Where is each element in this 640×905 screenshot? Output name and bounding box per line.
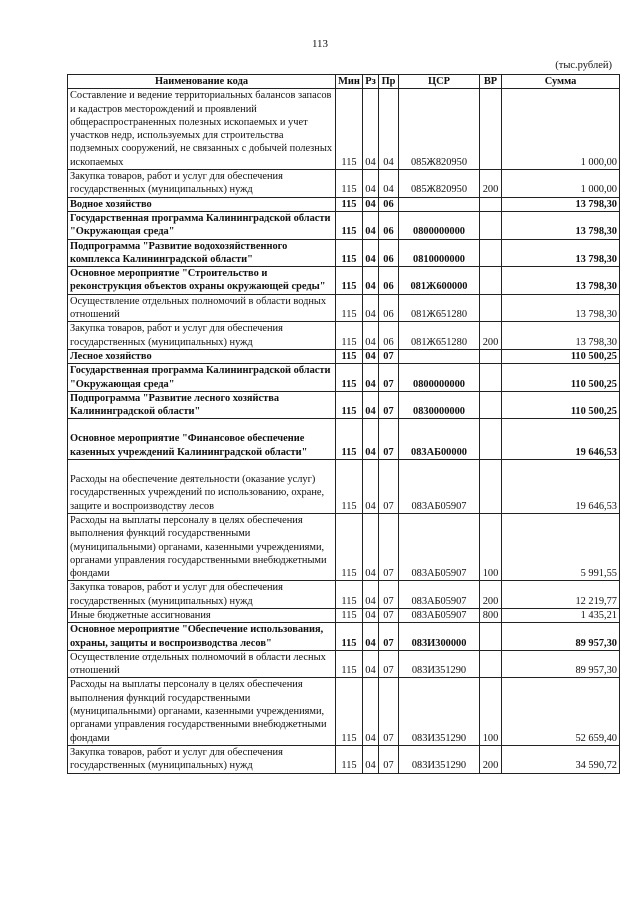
cell-min: 115 bbox=[336, 608, 363, 622]
cell-rz: 04 bbox=[363, 294, 379, 322]
cell-rz: 04 bbox=[363, 460, 379, 514]
cell-name: Закупка товаров, работ и услуг для обеспечения государственных (муниципальных) нужд bbox=[68, 745, 336, 773]
cell-rz: 04 bbox=[363, 419, 379, 460]
cell-name: Подпрограмма "Развитие лесного хозяйства Калининградской области" bbox=[68, 391, 336, 419]
cell-vr: 200 bbox=[480, 745, 502, 773]
table-row bbox=[68, 197, 620, 211]
cell-rz: 04 bbox=[363, 391, 379, 419]
cell-sum: 13 798,30 bbox=[502, 211, 620, 239]
cell-min: 115 bbox=[336, 89, 363, 170]
cell-vr bbox=[480, 419, 502, 460]
cell-sum: 13 798,30 bbox=[502, 294, 620, 322]
cell-min: 115 bbox=[336, 211, 363, 239]
cell-name: Основное мероприятие "Финансовое обеспечение казенных учреждений Калининградской области" bbox=[68, 419, 336, 460]
cell-min: 115 bbox=[336, 197, 363, 211]
cell-name: Составление и ведение территориальных балансов запасов и кадастров месторождений и проявлений общераспространенных полезных ископаемых и учет участков недр, используемых для строительства подземных сооружений, не связанных с добычей полезных ископаемых bbox=[68, 89, 336, 170]
cell-sum: 52 659,40 bbox=[502, 678, 620, 745]
cell-name: Водное хозяйство bbox=[68, 197, 336, 211]
cell-rz: 04 bbox=[363, 513, 379, 580]
cell-csr: 081Ж600000 bbox=[399, 267, 480, 295]
cell-min: 115 bbox=[336, 419, 363, 460]
cell-rz: 04 bbox=[363, 364, 379, 392]
header-pr: Пр bbox=[379, 75, 399, 89]
cell-csr: 0800000000 bbox=[399, 364, 480, 392]
table-row bbox=[68, 581, 620, 609]
cell-sum: 13 798,30 bbox=[502, 197, 620, 211]
cell-pr: 07 bbox=[379, 581, 399, 609]
cell-vr: 100 bbox=[480, 678, 502, 745]
table-row bbox=[68, 294, 620, 322]
cell-vr bbox=[480, 294, 502, 322]
cell-vr bbox=[480, 211, 502, 239]
cell-rz: 04 bbox=[363, 170, 379, 198]
cell-csr bbox=[399, 349, 480, 363]
cell-name: Подпрограмма "Развитие водохозяйственного комплекса Калининградской области" bbox=[68, 239, 336, 267]
cell-sum: 1 000,00 bbox=[502, 170, 620, 198]
table-row bbox=[68, 608, 620, 622]
cell-vr bbox=[480, 89, 502, 170]
cell-min: 115 bbox=[336, 239, 363, 267]
cell-pr: 07 bbox=[379, 608, 399, 622]
cell-name: Осуществление отдельных полномочий в области водных отношений bbox=[68, 294, 336, 322]
cell-sum: 110 500,25 bbox=[502, 349, 620, 363]
cell-rz: 04 bbox=[363, 239, 379, 267]
cell-rz: 04 bbox=[363, 745, 379, 773]
cell-pr: 07 bbox=[379, 745, 399, 773]
cell-min: 115 bbox=[336, 322, 363, 350]
cell-csr: 0830000000 bbox=[399, 391, 480, 419]
cell-vr: 200 bbox=[480, 170, 502, 198]
cell-min: 115 bbox=[336, 513, 363, 580]
cell-csr: 083И300000 bbox=[399, 623, 480, 651]
cell-sum: 13 798,30 bbox=[502, 267, 620, 295]
cell-sum: 12 219,77 bbox=[502, 581, 620, 609]
cell-min: 115 bbox=[336, 267, 363, 295]
cell-csr: 081Ж651280 bbox=[399, 322, 480, 350]
cell-min: 115 bbox=[336, 170, 363, 198]
table-row bbox=[68, 745, 620, 773]
cell-min: 115 bbox=[336, 349, 363, 363]
cell-min: 115 bbox=[336, 391, 363, 419]
table-row bbox=[68, 170, 620, 198]
cell-min: 115 bbox=[336, 581, 363, 609]
table-row bbox=[68, 419, 620, 460]
cell-csr: 083АБ05907 bbox=[399, 581, 480, 609]
units-label: (тыс.рублей) bbox=[555, 60, 612, 71]
cell-pr: 07 bbox=[379, 364, 399, 392]
cell-sum: 13 798,30 bbox=[502, 239, 620, 267]
cell-name: Расходы на обеспечение деятельности (оказание услуг) государственных учреждений по использованию, охране, защите и воспроизводству лесов bbox=[68, 460, 336, 514]
cell-csr: 085Ж820950 bbox=[399, 170, 480, 198]
cell-vr bbox=[480, 460, 502, 514]
cell-vr bbox=[480, 267, 502, 295]
cell-pr: 06 bbox=[379, 294, 399, 322]
page-number: 113 bbox=[311, 38, 329, 50]
table-row bbox=[68, 267, 620, 295]
table-row bbox=[68, 211, 620, 239]
cell-rz: 04 bbox=[363, 89, 379, 170]
cell-vr bbox=[480, 239, 502, 267]
cell-pr: 06 bbox=[379, 267, 399, 295]
table-row bbox=[68, 89, 620, 170]
cell-name: Основное мероприятие "Обеспечение использования, охраны, защиты и воспроизводства лесов" bbox=[68, 623, 336, 651]
header-vr: ВР bbox=[480, 75, 502, 89]
table-body bbox=[68, 89, 620, 773]
table-row bbox=[68, 391, 620, 419]
cell-csr: 0800000000 bbox=[399, 211, 480, 239]
cell-rz: 04 bbox=[363, 581, 379, 609]
cell-name: Лесное хозяйство bbox=[68, 349, 336, 363]
cell-vr: 200 bbox=[480, 322, 502, 350]
table-row bbox=[68, 364, 620, 392]
cell-pr: 07 bbox=[379, 678, 399, 745]
header-rz: Рз bbox=[363, 75, 379, 89]
cell-vr bbox=[480, 623, 502, 651]
header-min: Мин bbox=[336, 75, 363, 89]
cell-vr: 200 bbox=[480, 581, 502, 609]
table-header bbox=[68, 75, 620, 89]
cell-sum: 13 798,30 bbox=[502, 322, 620, 350]
cell-name: Государственная программа Калининградской области "Окружающая среда" bbox=[68, 211, 336, 239]
cell-csr: 083АБ05907 bbox=[399, 513, 480, 580]
cell-csr: 081Ж651280 bbox=[399, 294, 480, 322]
header-csr: ЦСР bbox=[399, 75, 480, 89]
cell-pr: 04 bbox=[379, 170, 399, 198]
cell-min: 115 bbox=[336, 364, 363, 392]
cell-pr: 06 bbox=[379, 211, 399, 239]
table-row bbox=[68, 322, 620, 350]
cell-min: 115 bbox=[336, 460, 363, 514]
cell-rz: 04 bbox=[363, 623, 379, 651]
table-row bbox=[68, 513, 620, 580]
cell-vr bbox=[480, 391, 502, 419]
cell-pr: 07 bbox=[379, 349, 399, 363]
cell-name: Расходы на выплаты персоналу в целях обеспечения выполнения функций государственными (муниципальными) органами, казенными учреждениями, органами управления государственными внебюджетными фондами bbox=[68, 513, 336, 580]
cell-sum: 1 000,00 bbox=[502, 89, 620, 170]
table-row bbox=[68, 239, 620, 267]
cell-pr: 07 bbox=[379, 513, 399, 580]
cell-rz: 04 bbox=[363, 650, 379, 678]
cell-name: Закупка товаров, работ и услуг для обеспечения государственных (муниципальных) нужд bbox=[68, 581, 336, 609]
table-row bbox=[68, 349, 620, 363]
cell-pr: 06 bbox=[379, 197, 399, 211]
cell-name: Иные бюджетные ассигнования bbox=[68, 608, 336, 622]
cell-pr: 07 bbox=[379, 460, 399, 514]
cell-sum: 89 957,30 bbox=[502, 623, 620, 651]
cell-pr: 07 bbox=[379, 623, 399, 651]
cell-min: 115 bbox=[336, 294, 363, 322]
cell-rz: 04 bbox=[363, 197, 379, 211]
cell-vr: 800 bbox=[480, 608, 502, 622]
cell-pr: 06 bbox=[379, 322, 399, 350]
cell-min: 115 bbox=[336, 678, 363, 745]
cell-csr: 083АБ00000 bbox=[399, 419, 480, 460]
cell-sum: 19 646,53 bbox=[502, 419, 620, 460]
cell-vr: 100 bbox=[480, 513, 502, 580]
cell-min: 115 bbox=[336, 650, 363, 678]
cell-name: Закупка товаров, работ и услуг для обеспечения государственных (муниципальных) нужд bbox=[68, 170, 336, 198]
cell-pr: 07 bbox=[379, 391, 399, 419]
cell-rz: 04 bbox=[363, 349, 379, 363]
cell-min: 115 bbox=[336, 745, 363, 773]
cell-sum: 19 646,53 bbox=[502, 460, 620, 514]
table-row bbox=[68, 678, 620, 745]
cell-vr bbox=[480, 650, 502, 678]
cell-pr: 06 bbox=[379, 239, 399, 267]
cell-sum: 1 435,21 bbox=[502, 608, 620, 622]
cell-rz: 04 bbox=[363, 322, 379, 350]
cell-csr: 083И351290 bbox=[399, 678, 480, 745]
cell-pr: 07 bbox=[379, 650, 399, 678]
cell-name: Расходы на выплаты персоналу в целях обеспечения выполнения функций государственными (муниципальными) органами, казенными учреждениями, органами управления государственными внебюджетными фондами bbox=[68, 678, 336, 745]
cell-rz: 04 bbox=[363, 678, 379, 745]
cell-pr: 04 bbox=[379, 89, 399, 170]
cell-csr: 083И351290 bbox=[399, 745, 480, 773]
cell-sum: 89 957,30 bbox=[502, 650, 620, 678]
cell-csr: 083АБ05907 bbox=[399, 608, 480, 622]
cell-csr bbox=[399, 197, 480, 211]
table-row bbox=[68, 460, 620, 514]
table-row bbox=[68, 650, 620, 678]
budget-table bbox=[67, 74, 620, 774]
cell-csr: 083АБ05907 bbox=[399, 460, 480, 514]
cell-sum: 34 590,72 bbox=[502, 745, 620, 773]
header-sum: Сумма bbox=[502, 75, 620, 89]
cell-rz: 04 bbox=[363, 211, 379, 239]
cell-min: 115 bbox=[336, 623, 363, 651]
cell-rz: 04 bbox=[363, 267, 379, 295]
cell-name: Государственная программа Калининградской области "Окружающая среда" bbox=[68, 364, 336, 392]
cell-name: Основное мероприятие "Строительство и реконструкция объектов охраны окружающей среды" bbox=[68, 267, 336, 295]
cell-sum: 5 991,55 bbox=[502, 513, 620, 580]
cell-name: Осуществление отдельных полномочий в области лесных отношений bbox=[68, 650, 336, 678]
cell-csr: 0810000000 bbox=[399, 239, 480, 267]
cell-csr: 083И351290 bbox=[399, 650, 480, 678]
cell-vr bbox=[480, 364, 502, 392]
cell-name: Закупка товаров, работ и услуг для обеспечения государственных (муниципальных) нужд bbox=[68, 322, 336, 350]
header-name: Наименование кода bbox=[68, 75, 336, 89]
cell-sum: 110 500,25 bbox=[502, 364, 620, 392]
cell-vr bbox=[480, 349, 502, 363]
cell-pr: 07 bbox=[379, 419, 399, 460]
cell-rz: 04 bbox=[363, 608, 379, 622]
cell-sum: 110 500,25 bbox=[502, 391, 620, 419]
table-row bbox=[68, 623, 620, 651]
cell-vr bbox=[480, 197, 502, 211]
cell-csr: 085Ж820950 bbox=[399, 89, 480, 170]
